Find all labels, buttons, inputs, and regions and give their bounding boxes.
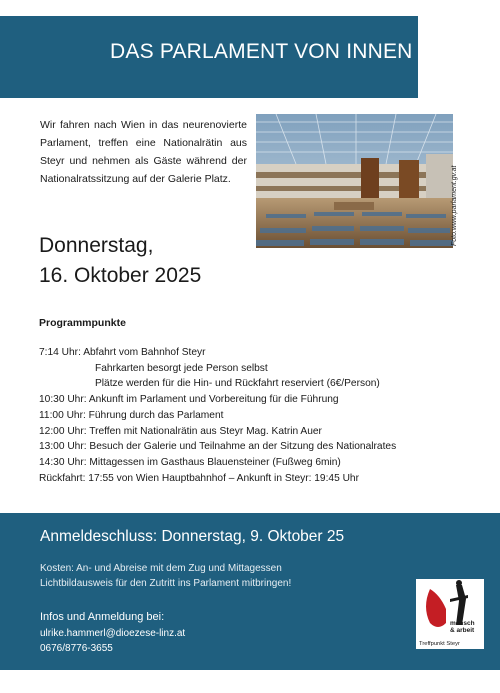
program-time: 14:30 Uhr:: [39, 456, 87, 468]
program-text: Plätze werden für die Hin- und Rückfahrt reserviert (6€/Person): [95, 378, 380, 390]
program-time: 12:00 Uhr:: [39, 425, 87, 437]
program-text: Treffen mit Nationalrätin aus Steyr Mag. Katrin Auer: [89, 425, 322, 437]
info-heading: Infos und Anmeldung bei:: [40, 611, 165, 623]
program-item: [39, 424, 396, 440]
logo-text-2: & arbeit: [450, 627, 475, 634]
program-text: Fahrkarten besorgt jede Person selbst: [95, 362, 268, 374]
logo-text-1: mensch: [450, 620, 475, 627]
program-text: Führung durch das Parlament: [88, 409, 224, 421]
program-item: [39, 455, 396, 471]
date-line-2: 16. Oktober 2025: [39, 264, 202, 287]
program-text: Mittagessen im Gasthaus Blauensteiner (Fußweg 6min): [89, 456, 341, 468]
costs-note: [40, 562, 291, 591]
program-item: [39, 408, 396, 424]
photo-credit: Foto:www.parlament.gv.at: [451, 165, 458, 246]
program-text: Ankunft im Parlament und Vorbereitung für die Führung: [88, 394, 339, 406]
page-title: DAS PARLAMENT VON INNEN: [110, 40, 413, 63]
program-time: 7:14 Uhr:: [39, 347, 81, 358]
parliament-photo: [256, 114, 453, 248]
program-time: 11:00 Uhr:: [39, 409, 86, 421]
program-item: [39, 361, 396, 377]
program-time: 13:00 Uhr:: [39, 441, 87, 453]
program-item: [39, 471, 396, 487]
program-time: Rückfahrt:: [39, 472, 86, 484]
program-item: [39, 376, 396, 392]
program-item: [39, 439, 396, 455]
program-text: 17:55 von Wien Hauptbahnhof – Ankunft in Steyr: 19:45 Uhr: [88, 472, 359, 484]
contact-email[interactable]: ulrike.hammerl@dioezese-linz.at: [40, 628, 186, 639]
program-item: [39, 345, 396, 361]
costs-line: Kosten: An- und Abreise mit dem Zug und Mittagessen: [40, 563, 282, 574]
contact-block: [40, 626, 185, 656]
program-text: Besuch der Galerie und Teilnahme an der Sitzung des Nationalrates: [89, 441, 397, 453]
date-line-1: Donnerstag,: [39, 234, 154, 257]
id-note-line: Lichtbildausweis für den Zutritt ins Parlament mitbringen!: [40, 577, 292, 589]
contact-phone[interactable]: 0676/8776-3655: [40, 643, 113, 654]
logo-text-3: Treffpunkt Steyr: [419, 641, 460, 647]
event-date: [39, 231, 201, 291]
registration-deadline: Anmeldeschluss: Donnerstag, 9. Oktober 25: [40, 528, 345, 545]
program-item: [39, 392, 396, 408]
program-heading: Programmpunkte: [39, 317, 126, 329]
program-list: [39, 345, 396, 486]
intro-text: Wir fahren nach Wien in das neurenovierte Parlament, treffen eine Nationalrätin aus Steyr und nehmen als Gäste während der Nationalratssitzung auf der Galerie Platz.: [40, 119, 247, 185]
program-time: 10:30 Uhr:: [39, 394, 87, 406]
program-text: Abfahrt vom Bahnhof Steyr: [83, 347, 206, 358]
organization-logo: [416, 579, 484, 649]
